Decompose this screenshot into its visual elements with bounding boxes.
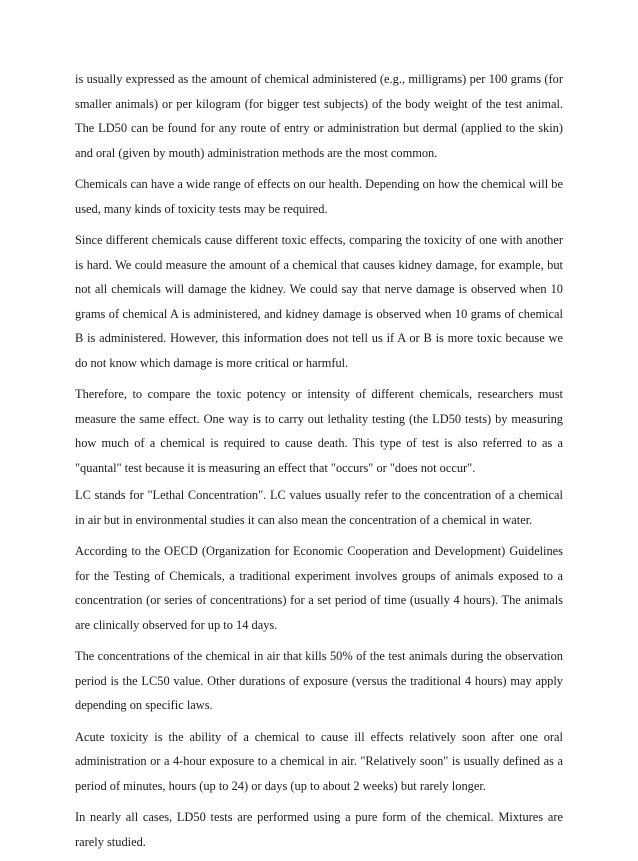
paragraph-lc-definition: LC stands for "Lethal Concentration". LC values usually refer to the concentration of a chemical in air but in environmental studies it can also mean the concentration of a chemical in water.	[75, 488, 563, 527]
paragraph-acute-toxicity: Acute toxicity is the ability of a chemical to cause ill effects relatively soon after one oral administration or a 4-hour exposure to a chemical in air. "Relatively soon" is usually defined as a period of minutes, hours (up to 24) or days (up to about 2 weeks) but rarely longer.	[75, 729, 563, 793]
document-body	[75, 67, 563, 861]
paragraph-lethality-testing: Therefore, to compare the toxic potency or intensity of different chemicals, researchers must measure the same effect. One way is to carry out lethality testing (the LD50 tests) by measuring how much of a chemical is required to cause death. This type of test is also referred to as a "quantal" test because it is measuring an effect that "occurs" or "does not occur".	[75, 387, 563, 475]
paragraph-comparing-toxicity: Since different chemicals cause different toxic effects, comparing the toxicity of one with another is hard. We could measure the amount of a chemical that causes kidney damage, for example, but not all chemicals will damage the kidney. We could say that nerve damage is observed when 10 grams of chemical A is administered, and kidney damage is observed when 10 grams of chemical B is administered. However, this information does not tell us if A or B is more toxic because we do not know which damage is more critical or harmful.	[75, 233, 563, 370]
paragraph-lc50-value: The concentrations of the chemical in air that kills 50% of the test animals during the observation period is the LC50 value. Other durations of exposure (versus the traditional 4 hours) may apply depending on specific laws.	[75, 649, 563, 712]
paragraph-oecd-guidelines: According to the OECD (Organization for Economic Cooperation and Development) Guidelines for the Testing of Chemicals, a traditional experiment involves groups of animals exposed to a concentration (or series of concentrations) for a set period of time (usually 4 hours). The animals are clinically observed for up to 14 days.	[75, 544, 563, 632]
paragraph-ld50-units: is usually expressed as the amount of chemical administered (e.g., milligrams) per 100 grams (for smaller animals) or per kilogram (for bigger test subjects) of the body weight of the test animal. The LD50 can be found for any route of entry or administration but dermal (applied to the skin) and oral (given by mouth) administration methods are the most common.	[75, 72, 563, 160]
paragraph-pure-form: In nearly all cases, LD50 tests are performed using a pure form of the chemical. Mixtures are rarely studied.	[75, 810, 563, 849]
paragraph-toxicity-tests: Chemicals can have a wide range of effects on our health. Depending on how the chemical will be used, many kinds of toxicity tests may be required.	[75, 177, 563, 216]
